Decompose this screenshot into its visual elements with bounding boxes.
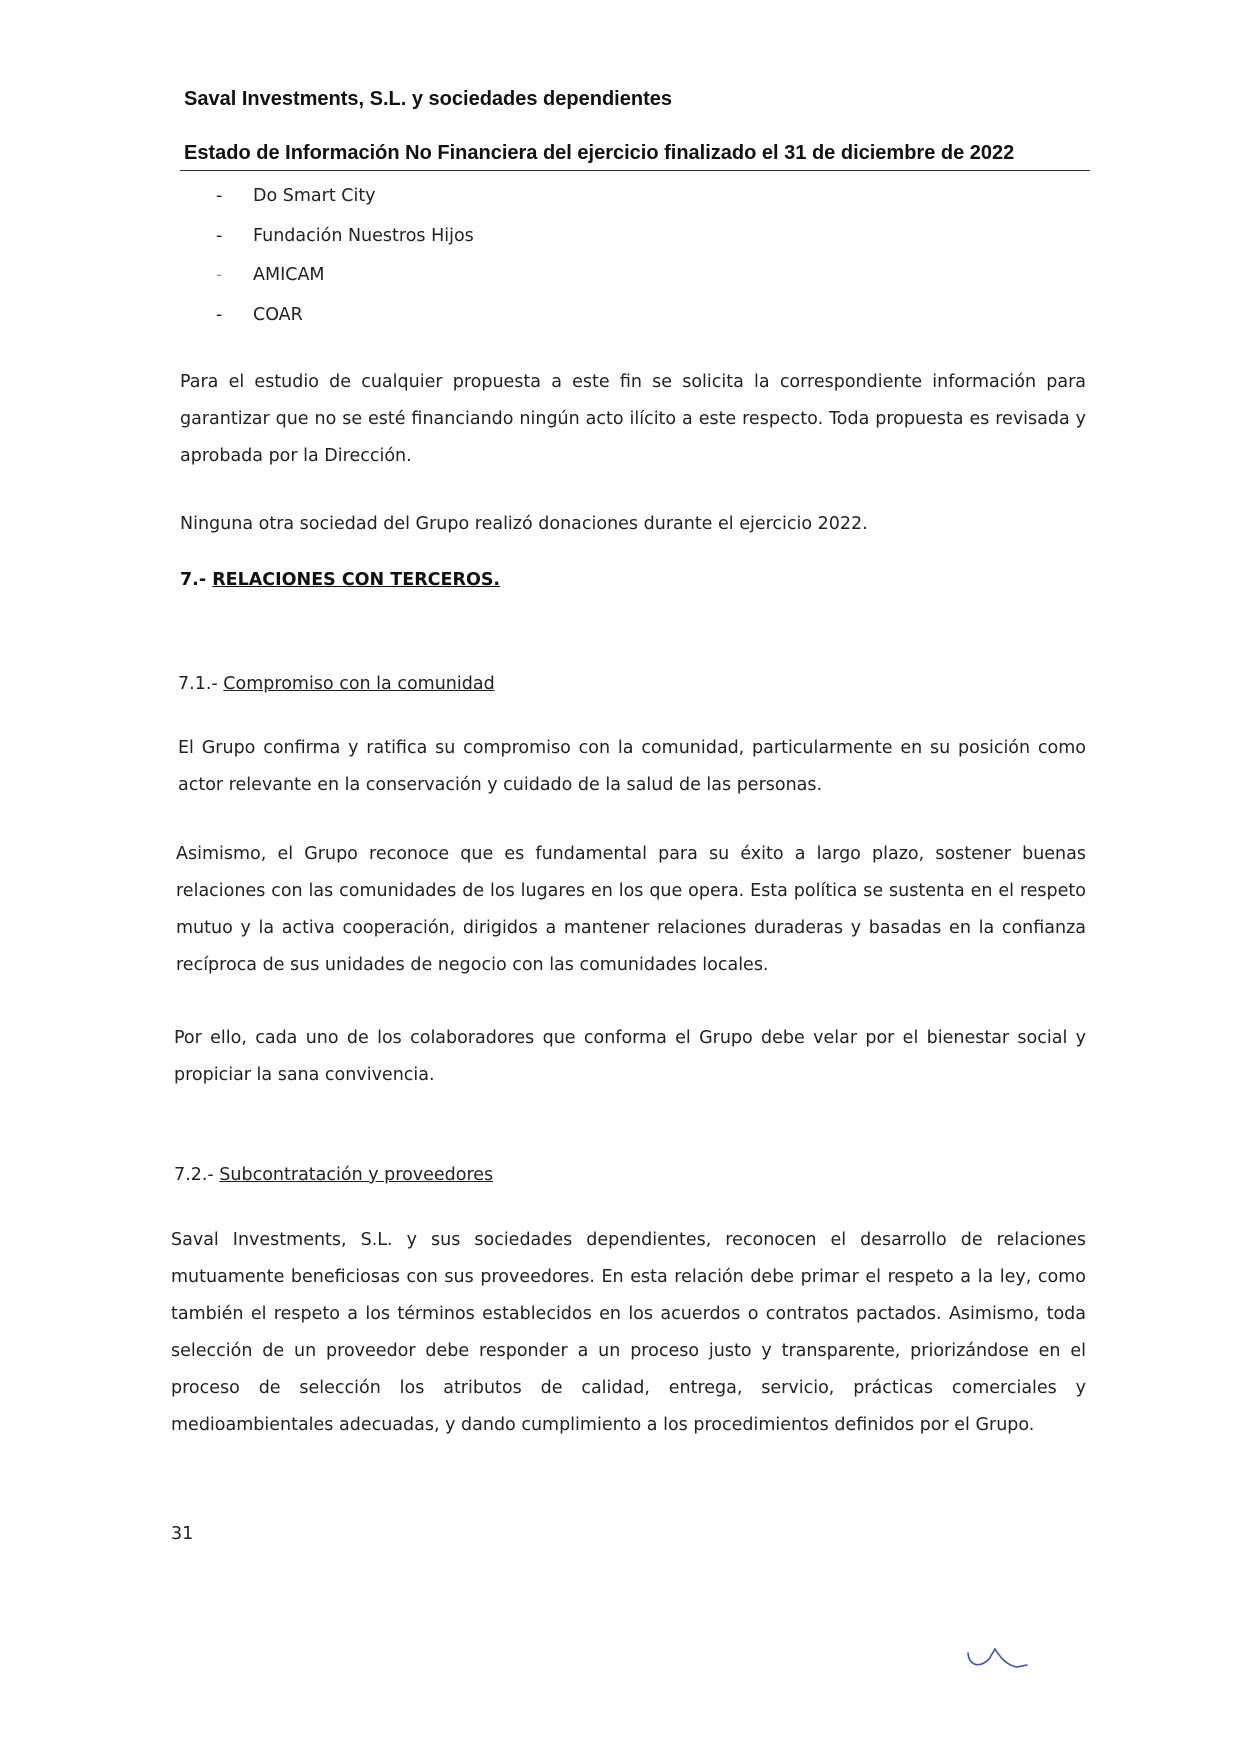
header-company-name: Saval Investments, S.L. y sociedades dependientes [184, 88, 672, 110]
paragraph-proposal-review: Para el estudio de cualquier propuesta a este fin se solicita la correspondiente información para garantizar que no se esté financiando ningún acto ilícito a este respecto. Toda propuesta es revisada y aprobada por la Dirección. [180, 372, 1086, 466]
list-dash: - [216, 186, 223, 206]
list-item-text: COAR [253, 304, 303, 325]
paragraph-collaborators: Por ello, cada uno de los colaboradores que conforma el Grupo debe velar por el bienestar social y propiciar la sana convivencia. [174, 1028, 1086, 1085]
paragraph-community-commitment: El Grupo confirma y ratifica su compromiso con la comunidad, particularmente en su posición como actor relevante en la conservación y cuidado de la salud de las personas. [178, 738, 1086, 795]
list-item-text: Fundación Nuestros Hijos [253, 225, 474, 246]
header-divider [180, 170, 1090, 171]
list-dash: - [216, 265, 223, 285]
page-number: 31 [171, 1524, 194, 1544]
list-dash: - [216, 304, 223, 325]
list-item-text: Do Smart City [253, 186, 376, 206]
list-dash: - [216, 225, 223, 246]
subsection-title: Subcontratación y proveedores [219, 1165, 494, 1185]
paragraph-community-relations: Asimismo, el Grupo reconoce que es fundamental para su éxito a largo plazo, sostener buenas relaciones con las comunidades de los lugares en los que opera. Esta política se sustenta en el respeto mutuo y la activa cooperación, dirigidos a mantener relaciones duraderas y basadas en la confianza recíproca de sus unidades de negocio con las comunidades locales. [176, 844, 1086, 975]
paragraph-suppliers: Saval Investments, S.L. y sus sociedades dependientes, reconocen el desarrollo de relaciones mutuamente beneficiosas con sus proveedores. En esta relación debe primar el respeto a la ley, como también el respeto a los términos establecidos en los acuerdos o contratos pactados. Asimismo, toda selección de un proveedor debe responder a un proceso justo y transparente, priorizándose en el proceso de selección los atributos de calidad, entrega, servicio, prácticas comerciales y medioambientales adecuadas, y dando cumplimiento a los procedimientos definidos por el Grupo. [171, 1230, 1086, 1435]
section-title: RELACIONES CON TERCEROS. [212, 570, 501, 590]
subsection-number: 7.2.- [174, 1165, 214, 1185]
subsection-title: Compromiso con la comunidad [223, 674, 495, 694]
header-report-title: Estado de Información No Financiera del ejercicio finalizado el 31 de diciembre de 2022 [184, 142, 1015, 164]
signature-initials [965, 1645, 1030, 1675]
subsection-heading-7-2 [174, 1157, 493, 1194]
section-number: 7.- [180, 570, 207, 590]
list-item-text: AMICAM [253, 265, 325, 285]
paragraph-no-other-donations: Ninguna otra sociedad del Grupo realizó donaciones durante el ejercicio 2022. [180, 514, 868, 534]
subsection-number: 7.1.- [178, 674, 218, 694]
section-heading-7 [180, 570, 500, 590]
subsection-heading-7-1 [178, 666, 495, 703]
